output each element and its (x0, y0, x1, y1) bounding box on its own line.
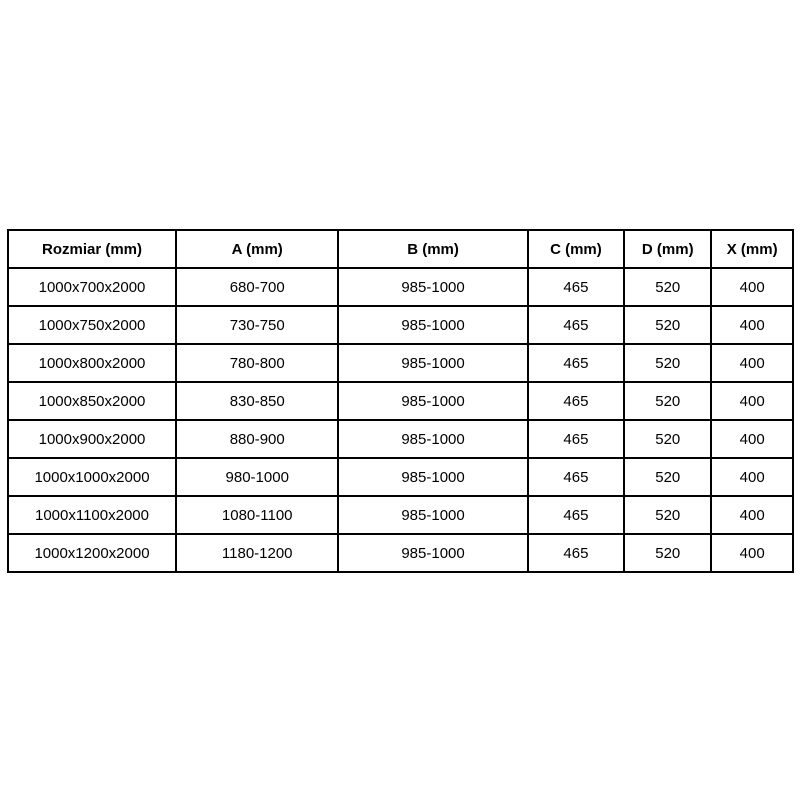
table-cell: 465 (528, 382, 625, 420)
column-header-rozmiar: Rozmiar (mm) (8, 230, 176, 268)
table-cell: 1180-1200 (176, 534, 338, 572)
table-cell: 400 (711, 496, 793, 534)
table-row (8, 306, 793, 344)
table-cell: 830-850 (176, 382, 338, 420)
table-cell: 1000x900x2000 (8, 420, 176, 458)
table-cell: 520 (624, 268, 711, 306)
table-cell: 1000x800x2000 (8, 344, 176, 382)
table-cell: 465 (528, 458, 625, 496)
table-row (8, 496, 793, 534)
table-cell: 465 (528, 420, 625, 458)
table-row (8, 268, 793, 306)
column-header-a: A (mm) (176, 230, 338, 268)
table-cell: 1080-1100 (176, 496, 338, 534)
table-cell: 985-1000 (338, 496, 527, 534)
table-cell: 465 (528, 534, 625, 572)
header-row (8, 230, 793, 268)
column-header-d: D (mm) (624, 230, 711, 268)
column-header-x: X (mm) (711, 230, 793, 268)
table-cell: 400 (711, 382, 793, 420)
table-cell: 1000x750x2000 (8, 306, 176, 344)
table-cell: 400 (711, 268, 793, 306)
table-cell: 985-1000 (338, 458, 527, 496)
table-cell: 520 (624, 458, 711, 496)
table-cell: 985-1000 (338, 306, 527, 344)
table-cell: 465 (528, 306, 625, 344)
table-cell: 465 (528, 496, 625, 534)
table-body (8, 268, 793, 572)
table-row (8, 382, 793, 420)
table-cell: 1000x1200x2000 (8, 534, 176, 572)
table-row (8, 420, 793, 458)
table-cell: 1000x850x2000 (8, 382, 176, 420)
table-cell: 985-1000 (338, 344, 527, 382)
table-cell: 520 (624, 420, 711, 458)
table-cell: 780-800 (176, 344, 338, 382)
table-cell: 520 (624, 534, 711, 572)
table-cell: 985-1000 (338, 534, 527, 572)
table-cell: 520 (624, 344, 711, 382)
table-cell: 730-750 (176, 306, 338, 344)
table-cell: 465 (528, 344, 625, 382)
table-cell: 880-900 (176, 420, 338, 458)
table-row (8, 344, 793, 382)
table-row (8, 534, 793, 572)
column-header-c: C (mm) (528, 230, 625, 268)
table-cell: 520 (624, 496, 711, 534)
column-header-b: B (mm) (338, 230, 527, 268)
table-cell: 520 (624, 306, 711, 344)
dimensions-table (7, 229, 794, 573)
table-cell: 465 (528, 268, 625, 306)
table-cell: 1000x1100x2000 (8, 496, 176, 534)
table-cell: 985-1000 (338, 420, 527, 458)
table-cell: 680-700 (176, 268, 338, 306)
table-cell: 1000x700x2000 (8, 268, 176, 306)
table-cell: 1000x1000x2000 (8, 458, 176, 496)
table-cell: 400 (711, 534, 793, 572)
table-row (8, 458, 793, 496)
table-cell: 980-1000 (176, 458, 338, 496)
table-cell: 985-1000 (338, 382, 527, 420)
dimensions-table-container (7, 229, 794, 573)
table-cell: 400 (711, 306, 793, 344)
table-cell: 520 (624, 382, 711, 420)
table-cell: 400 (711, 458, 793, 496)
table-cell: 985-1000 (338, 268, 527, 306)
table-cell: 400 (711, 420, 793, 458)
table-cell: 400 (711, 344, 793, 382)
